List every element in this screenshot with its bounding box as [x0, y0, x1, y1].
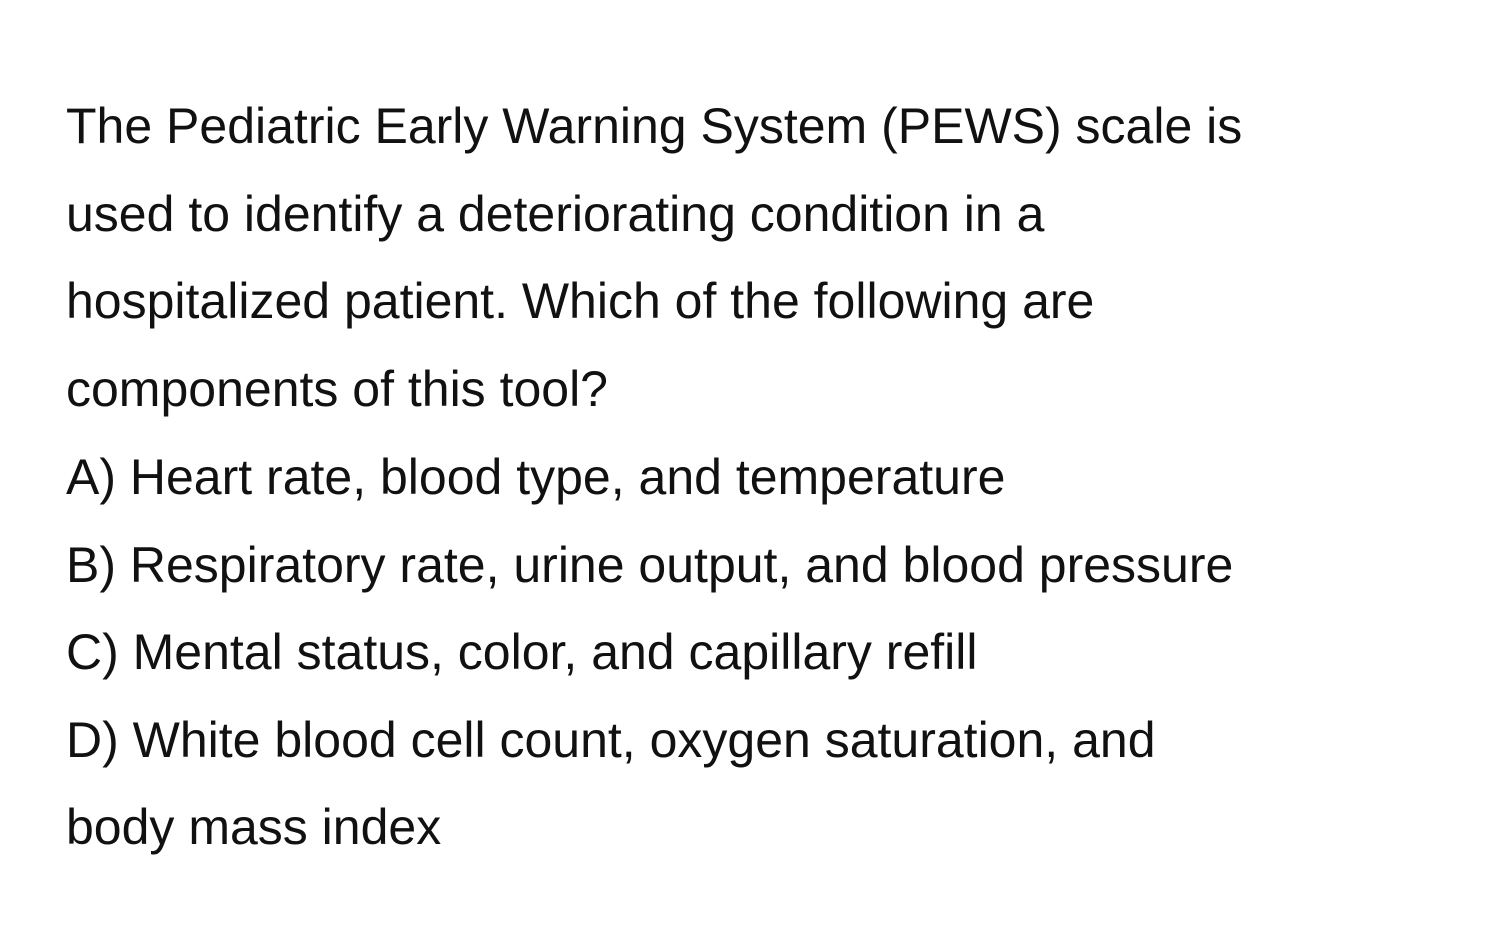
- option-a: A) Heart rate, blood type, and temperature: [66, 449, 1006, 505]
- question-text-line-2: used to identify a deteriorating condition in a: [66, 186, 1045, 242]
- question-text-line-1: The Pediatric Early Warning System (PEWS) scale is: [66, 98, 1243, 154]
- option-d-line-1: D) White blood cell count, oxygen saturation, and: [66, 712, 1156, 768]
- option-d-line-2: body mass index: [66, 799, 442, 855]
- question-text-line-4: components of this tool?: [66, 361, 608, 417]
- option-c: C) Mental status, color, and capillary refill: [66, 624, 978, 680]
- question-text-line-3: hospitalized patient. Which of the following are: [66, 273, 1095, 329]
- option-b: B) Respiratory rate, urine output, and blood pressure: [66, 537, 1234, 593]
